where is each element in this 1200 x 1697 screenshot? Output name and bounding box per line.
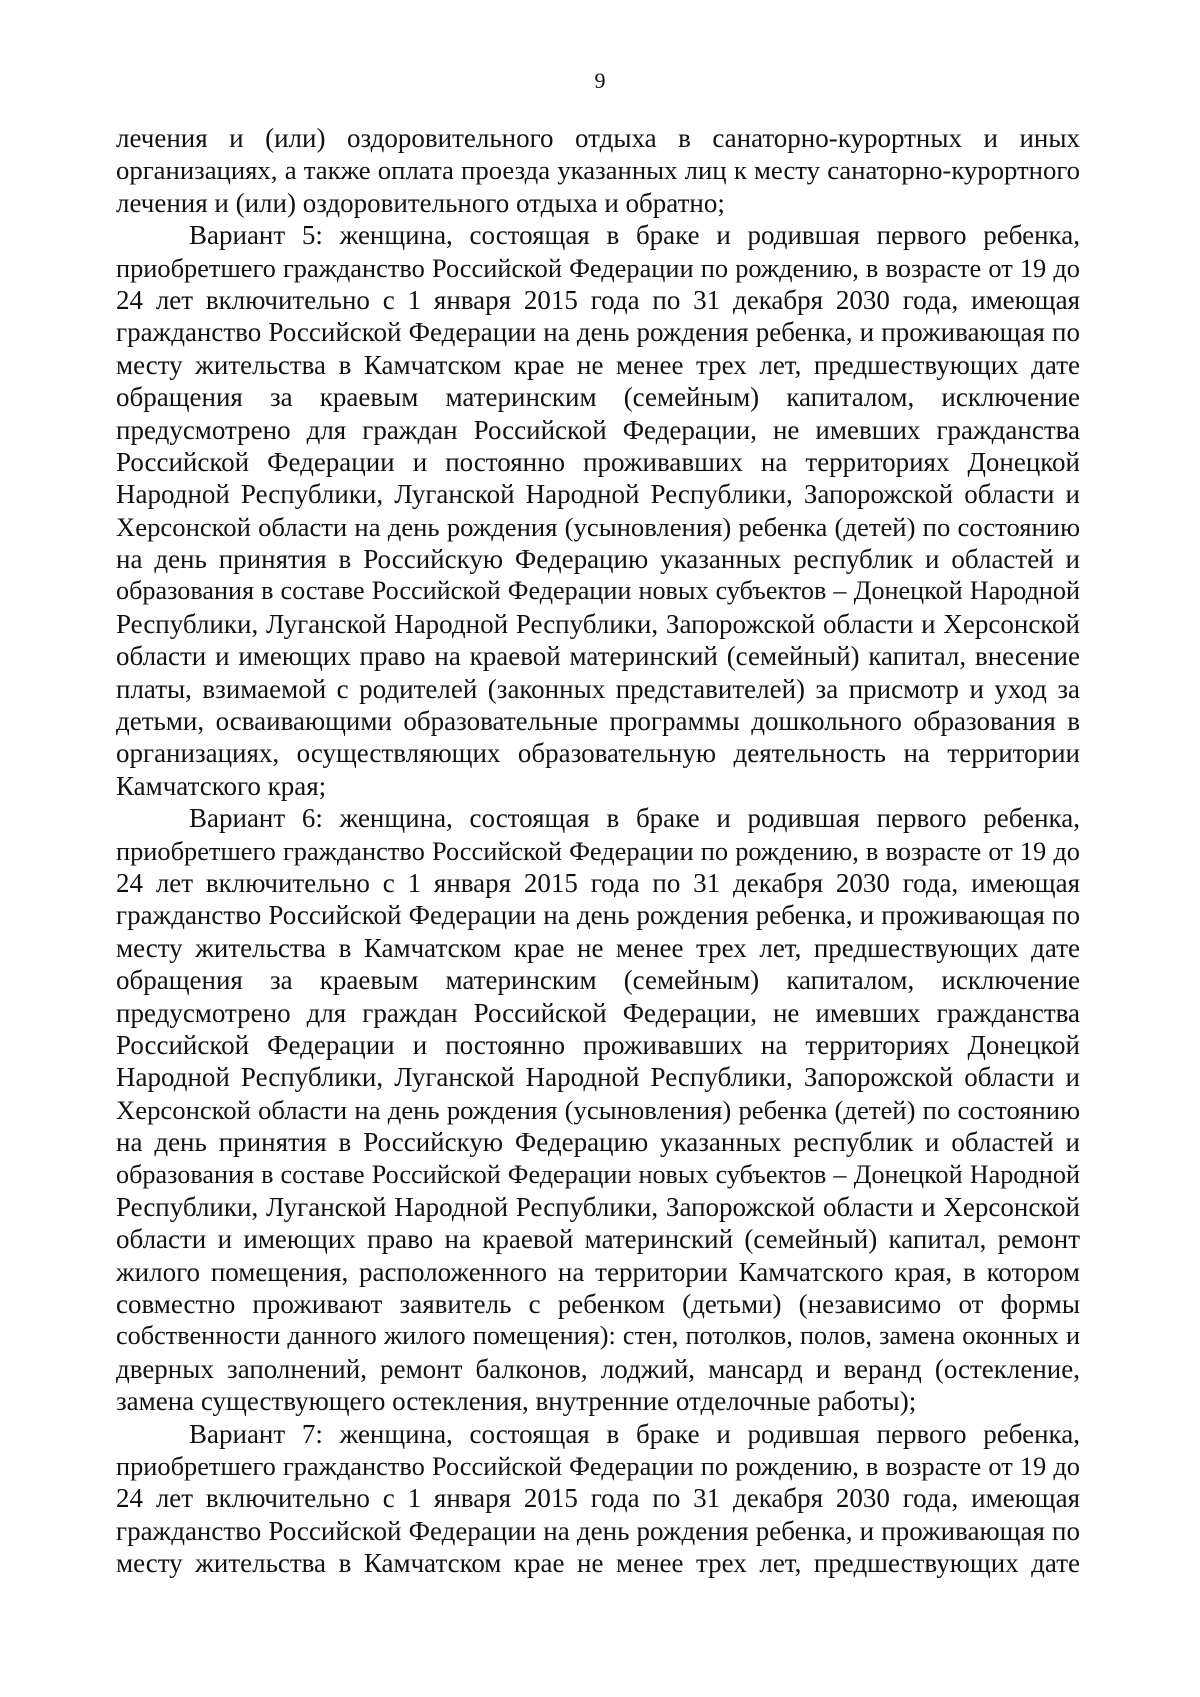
text-line: организациях, а также оплата проезда указанных лиц к месту санаторно-курортного <box>116 155 1080 186</box>
text-line: Российской Федерации и постоянно проживавших на территориях Донецкой <box>116 446 1080 477</box>
text-line: образования в составе Российской Федерации новых субъектов – Донецкой Народной <box>116 576 1080 606</box>
text-line: Российской Федерации и постоянно проживавших на территориях Донецкой <box>116 1029 1080 1060</box>
text-line: предусмотрено для граждан Российской Федерации, не имевших гражданства <box>116 414 1080 445</box>
text-line: приобретшего гражданство Российской Федерации по рождению, в возрасте от 19 до <box>116 835 1080 866</box>
document-body <box>116 122 1080 1580</box>
text-line: замена существующего остекления, внутренние отделочные работы); <box>116 1386 917 1417</box>
text-line: Народной Республики, Луганской Народной Республики, Запорожской области и <box>116 1062 1080 1093</box>
text-line: совместно проживают заявитель с ребенком (детьми) (независимо от формы <box>116 1289 1080 1320</box>
text-line: лечения и (или) оздоровительного отдыха в санаторно-курортных и иных <box>116 123 1080 153</box>
text-line: детьми, осваивающими образовательные программы дошкольного образования в <box>116 706 1080 737</box>
text-line: собственности данного жилого помещения): стен, потолков, полов, замена оконных и <box>116 1321 1080 1351</box>
text-line: Народной Республики, Луганской Народной Республики, Запорожской области и <box>116 479 1080 510</box>
text-line: месту жительства в Камчатском крае не менее трех лет, предшествующих дате <box>116 349 1080 380</box>
text-line: платы, взимаемой с родителей (законных представителей) за присмотр и уход за <box>116 673 1080 704</box>
text-line: 24 лет включительно с 1 января 2015 года по 31 декабря 2030 года, имеющая <box>116 1483 1080 1514</box>
text-line: месту жительства в Камчатском крае не менее трех лет, предшествующих дате <box>116 932 1080 963</box>
text-line: 24 лет включительно с 1 января 2015 года по 31 декабря 2030 года, имеющая <box>116 867 1080 898</box>
text-line: жилого помещения, расположенного на территории Камчатского края, в котором <box>116 1256 1080 1287</box>
text-line: обращения за краевым материнским (семейным) капиталом, исключение <box>116 965 1080 996</box>
text-line: Вариант 5: женщина, состоящая в браке и родившая первого ребенка, <box>189 220 1080 251</box>
text-line: Камчатского края; <box>116 770 327 801</box>
text-line: Херсонской области на день рождения (усыновления) ребенка (детей) по состоянию <box>116 1094 1080 1125</box>
text-line: на день принятия в Российскую Федерацию указанных республик и областей и <box>116 544 1080 575</box>
text-line: лечения и (или) оздоровительного отдыха и обратно; <box>116 187 725 218</box>
text-line: организациях, осуществляющих образовательную деятельность на территории <box>116 738 1080 769</box>
text-line: дверных заполнений, ремонт балконов, лоджий, мансард и веранд (остекление, <box>116 1353 1080 1384</box>
text-line: месту жительства в Камчатском крае не менее трех лет, предшествующих дате <box>116 1548 1080 1579</box>
text-line: гражданство Российской Федерации на день рождения ребенка, и проживающая по <box>116 900 1080 931</box>
text-line: на день принятия в Российскую Федерацию указанных республик и областей и <box>116 1127 1080 1158</box>
text-line: приобретшего гражданство Российской Федерации по рождению, в возрасте от 19 до <box>116 252 1080 283</box>
page-number: 9 <box>594 68 606 93</box>
text-line: приобретшего гражданство Российской Федерации по рождению, в возрасте от 19 до <box>116 1451 1080 1482</box>
text-line: области и имеющих право на краевой материнский (семейный) капитал, ремонт <box>116 1224 1080 1255</box>
text-line: области и имеющих право на краевой материнский (семейный) капитал, внесение <box>116 641 1080 672</box>
text-line: предусмотрено для граждан Российской Федерации, не имевших гражданства <box>116 997 1080 1028</box>
text-line: гражданство Российской Федерации на день рождения ребенка, и проживающая по <box>116 1515 1080 1546</box>
text-line: гражданство Российской Федерации на день рождения ребенка, и проживающая по <box>116 317 1080 348</box>
text-line: Республики, Луганской Народной Республики, Запорожской области и Херсонской <box>116 1191 1080 1222</box>
text-line: Республики, Луганской Народной Республики, Запорожской области и Херсонской <box>116 608 1080 639</box>
text-line: 24 лет включительно с 1 января 2015 года по 31 декабря 2030 года, имеющая <box>116 284 1080 315</box>
text-line: Вариант 7: женщина, состоящая в браке и родившая первого ребенка, <box>189 1418 1080 1449</box>
text-line: Херсонской области на день рождения (усыновления) ребенка (детей) по состоянию <box>116 511 1080 542</box>
text-line: образования в составе Российской Федерации новых субъектов – Донецкой Народной <box>116 1159 1080 1189</box>
text-line: Вариант 6: женщина, состоящая в браке и родившая первого ребенка, <box>189 803 1080 834</box>
text-line: обращения за краевым материнским (семейным) капиталом, исключение <box>116 382 1080 413</box>
